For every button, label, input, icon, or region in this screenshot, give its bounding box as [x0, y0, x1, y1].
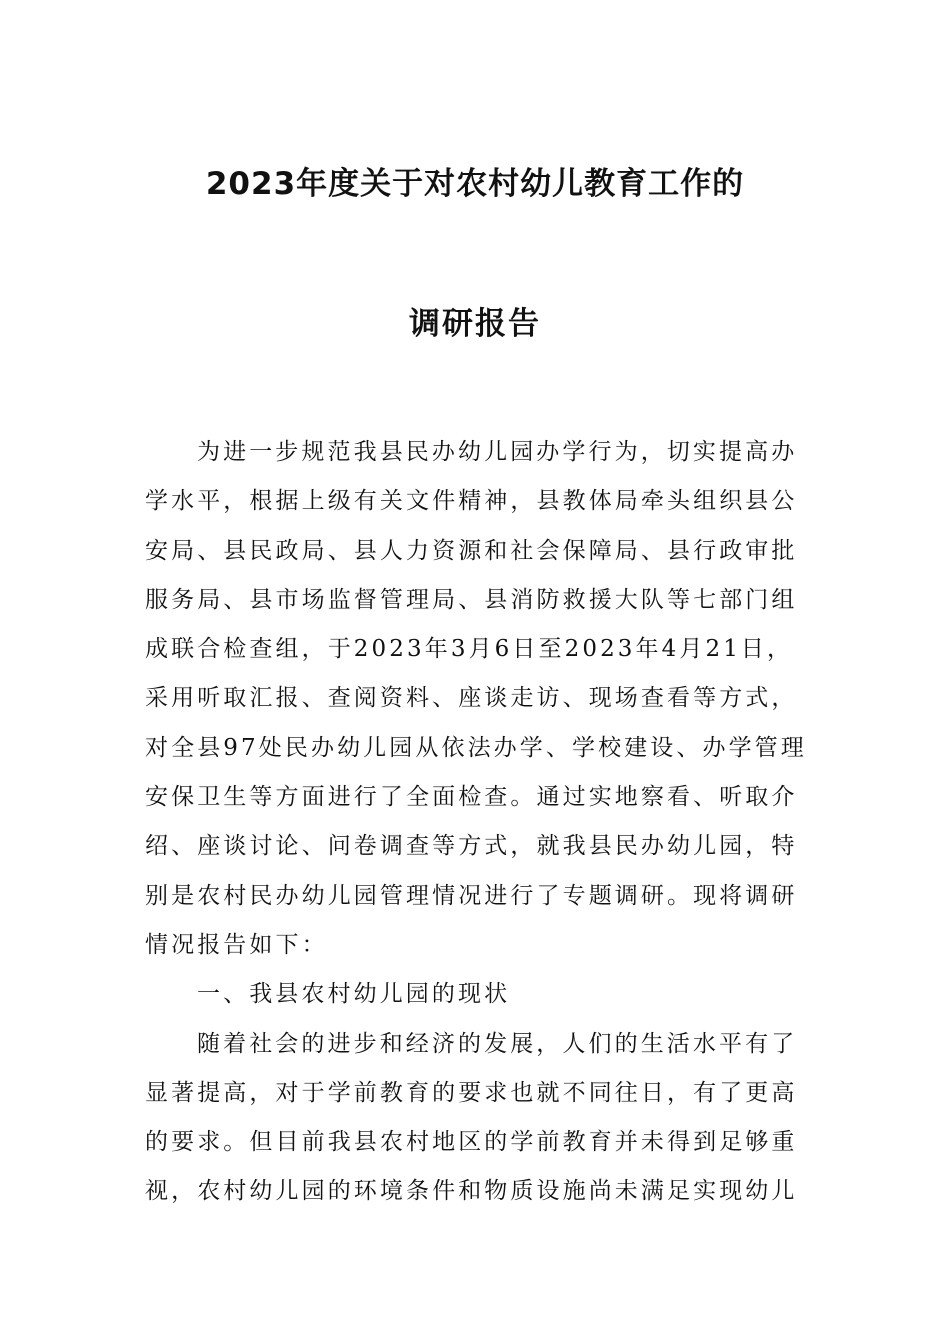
paragraph-line: 安保卫生等方面进行了全面检查。通过实地察看、听取介	[145, 784, 798, 811]
document-body	[145, 428, 807, 1217]
paragraph-line: 显著提高，对于学前教育的要求也就不同往日，有了更高	[145, 1079, 798, 1106]
paragraph-line: 的要求。但目前我县农村地区的学前教育并未得到足够重	[145, 1129, 798, 1156]
paragraph-line: 学水平，根据上级有关文件精神，县教体局牵头组织县公	[145, 488, 798, 515]
paragraph-line: 对全县97处民办幼儿园从依法办学、学校建设、办学管理	[145, 734, 807, 761]
paragraph-line: 安局、县民政局、县人力资源和社会保障局、县行政审批	[145, 537, 798, 564]
paragraph-line: 随着社会的进步和经济的发展，人们的生活水平有了	[197, 1030, 798, 1057]
paragraph-line: 为进一步规范我县民办幼儿园办学行为，切实提高办	[197, 439, 798, 465]
paragraph-line: 情况报告如下：	[145, 931, 328, 958]
paragraph-line: 采用听取汇报、查阅资料、座谈走访、现场查看等方式，	[145, 685, 798, 712]
paragraph-line: 成联合检查组，于2023年3月6日至2023年4月21日，	[145, 636, 794, 663]
section-heading: 一、我县农村幼儿园的现状	[197, 981, 511, 1008]
paragraph-line: 视，农村幼儿园的环境条件和物质设施尚未满足实现幼儿	[145, 1178, 798, 1205]
paragraph-line: 绍、座谈讨论、问卷调查等方式，就我县民办幼儿园，特	[145, 833, 798, 860]
document-title-line-1: 2023年度关于对农村幼儿教育工作的	[205, 166, 745, 202]
paragraph-line: 别是农村民办幼儿园管理情况进行了专题调研。现将调研	[145, 882, 798, 909]
paragraph-line: 服务局、县市场监督管理局、县消防救援大队等七部门组	[145, 586, 798, 613]
document-title-line-2: 调研报告	[409, 306, 541, 342]
